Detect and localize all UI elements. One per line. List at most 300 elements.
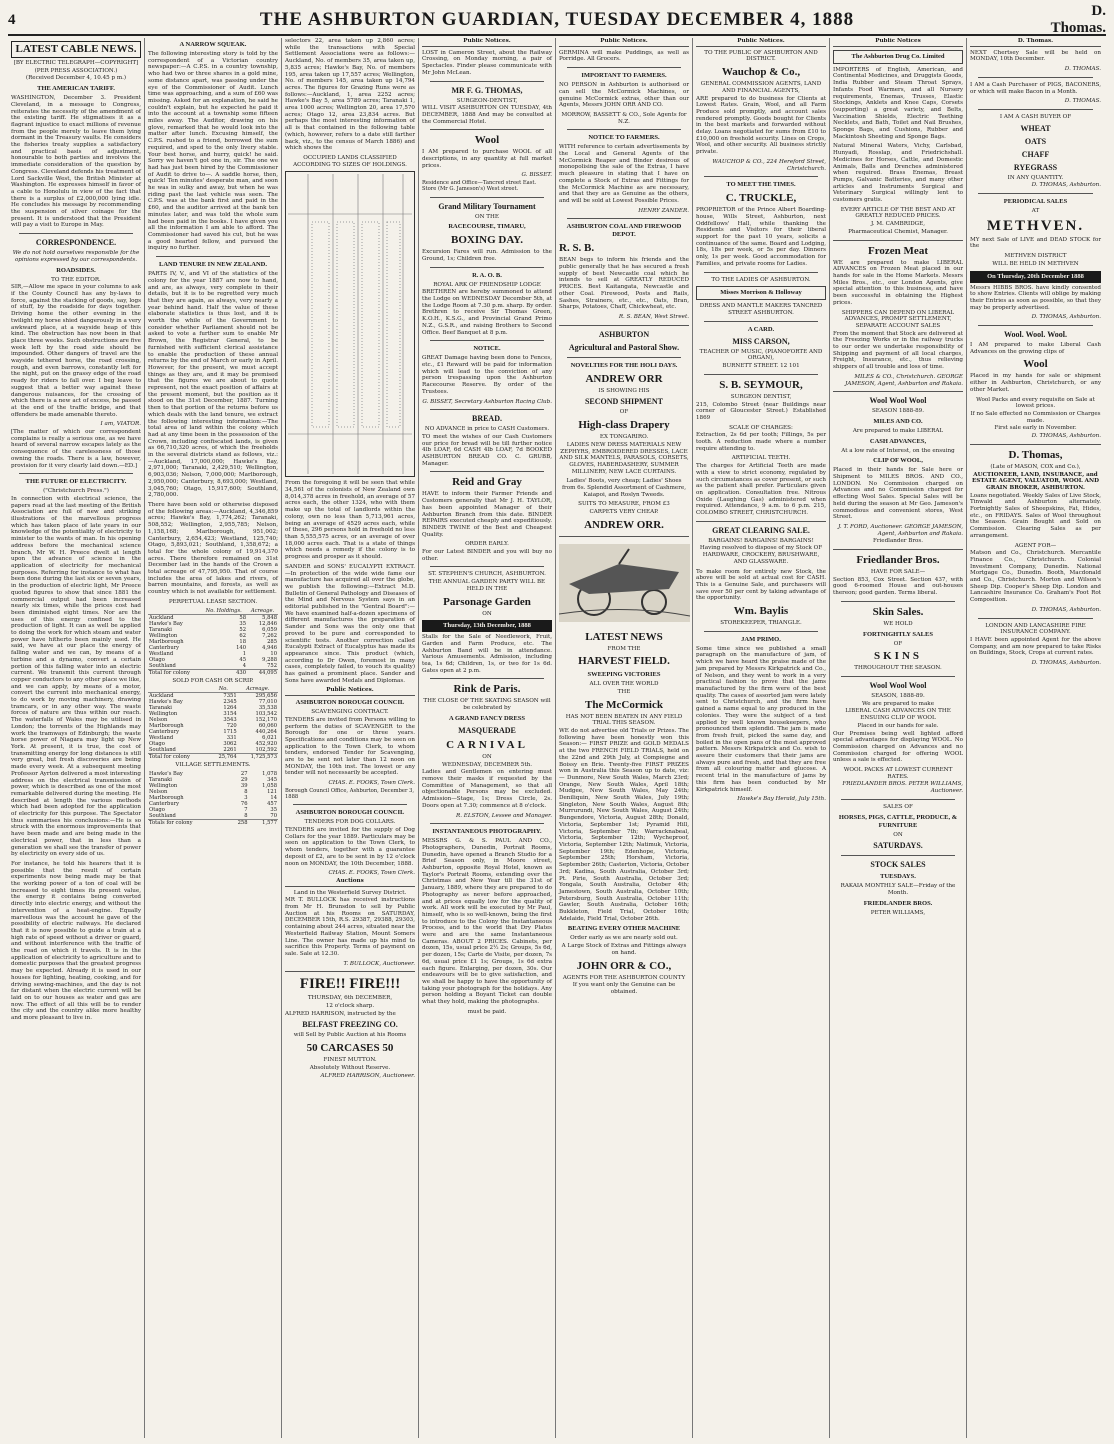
friedlander-foot: FRIEDLANDER BROS. <box>863 899 933 907</box>
skin-sales: Skin Sales. <box>872 605 924 618</box>
meet-times: TO MEET THE TIMES. <box>726 181 796 189</box>
farmers2-title: NOTICE TO FARMERS. <box>588 134 660 142</box>
on: ON <box>893 831 903 838</box>
council-sub: SCAVENGING CONTRACT. <box>311 709 389 716</box>
boxing-day: BOXING DAY. <box>451 234 523 247</box>
table-cell: Marlborough <box>149 794 184 801</box>
table-cell: Otago <box>149 806 165 813</box>
fire-body: ALFRED HARRISON, instructed by the <box>285 1010 396 1017</box>
harvest-field: HARVEST FIELD. <box>578 655 670 668</box>
placed: Placed in our hands for sale. <box>857 722 939 729</box>
table-cell: Taranaki <box>149 776 172 783</box>
table-cell: 452,920 <box>255 741 277 748</box>
rink-body: THE CLOSE OF THE SKATING SEASON will be celebrated by <box>423 698 551 712</box>
friedlander: Friedlander Bros. <box>856 554 940 567</box>
cambridge-sub: Pharmaceutical Chemist, Manager. <box>848 228 948 235</box>
parsonage-body: Stalls for the Sale of Needlework, Fruit, Garden and Farm Produce, etc. The Ashburton Band will be in attendance. Various Amusements. Admission, including tea, 1s 6d; Children, 1s, or two for 1s 6d. Gates open at 2 p.m. <box>422 634 552 674</box>
table-cell: Hawke's Bay <box>149 699 183 706</box>
electricity-title: THE FUTURE OF ELECTRICITY. <box>25 478 127 486</box>
column-5 <box>556 38 693 1438</box>
truckle-body: PROPRIETOR of the Prince Albert Boarding-house, Wills Street, Ashburton, next Oddfellows' Hall, while thanking the Residents and Visitors for their liberal support for the past 10 years, solicits a continuance of the same. Board and Lodging, 18s, 18s per week, or 5s per day. Dinners only, 1s per week. Good accommodation for Families, and private rooms for Ladies. <box>696 207 826 267</box>
signature-1: D. THOMAS. <box>1064 66 1101 73</box>
carson-sub: TEACHER OF MUSIC, (PIANOFORTE AND ORGAN), <box>699 348 823 362</box>
premises-body: Our Premises being well lighted afford special advantages for displaying WOOL. No Commission charged on Advances and no Commission charged for offering WOOL unless a sale is effected. <box>833 730 963 764</box>
tenure-body-2: There have been sold or otherwise disposed of the following areas:—Auckland, 4,346,859 acres; Hawke's Bay, 1,774,262; Taranaki, 508,552; Wellington, 2,955,785; Nelson, 1,158,168; Marlborough, 951,002; Canterbury, 2,654,423; Westland, 125,740; Otago, 5,893,021; Southland, 1,358,672; a total for the whole colony of 19,914,370 acres. There therefore remained on 31st December last in the hands of the Crown a total acreage of 47,795,950. That of course includes the area of lakes and rivers, of barren mountains, and forests, as well as country which is not available for settlement. <box>148 502 278 596</box>
ryegrass: RYEGRASS <box>1013 162 1058 172</box>
table-cell: 1,725,573 <box>250 754 277 761</box>
wauchop: Wauchop & Co., <box>721 66 801 79</box>
rakaia: RAKAIA MONTHLY SALE—Friday of the Month. <box>840 883 956 896</box>
cash-advances: CASH ADVANCES, <box>869 437 927 445</box>
roadsides-note: [The matter of which our correspondent complains is really a serious one, as we have heard of several narrow escapes lately as the consequence of the carelessness of those owning the roads. There is a law, however, provision for it very clearly laid down.—ED.] <box>11 429 141 469</box>
footer-note: If you want only the Genuine can be obtained. <box>572 982 676 995</box>
miles-signature: J. T. FORD, Auctioneer. GEORGE JAMESON, Agent, Ashburton and Rakaia. <box>838 523 963 537</box>
table-cell: Hawke's Bay <box>149 620 183 627</box>
roadsides-body: SIR,—Allow me space in your columns to ask if the County Council has any by-laws to force, against the stacking of goods, say, logs of stuff, by the roadside for days together. Driving home the other evening in the twilight my horse shied dangerously in a very awkward place, at a wayside heap of this kind. The obstruction has now been in that place three weeks. Such obstructions are five week left by the road side should be impounded. Other dangers of travel are the wayside tethered horse, the road crossing, rough, and even barrows, constantly left for the night, put on the grassy edge of the road ready for riders to fall over. I beg leave to suggest that a better way against these dangerous nuisances, for the crossing of which there is a new act of excess, be passed at the end of the traffic bridge, and that offenders be made amenable thereto. <box>11 284 141 418</box>
table-cell: 6,021 <box>262 735 277 742</box>
squeak-body: The following interesting story is told by the correspondent of a Victorian country newspaper:—A C.P.S. in a country township, who had two or three shares in a gold mine, some distance apart, was passing under the eye of the Commissioner of Audit. Lunch time was approaching, and a sum of £60 was missing. Asked for an explanation, he said he couldn't explain, but he expected he paid it into the account at a township some fifteen miles away. The Auditor, drawing on his glove, remarked that he would look into the matter after lunch. Excusing himself, the C.P.S. rushed to a friend, borrowed the sum required, and sped to the only livery stable. Your best horse, and hurry, quick! he said. Sorry we haven't got one in, sir. The one we had has just been hired by the Commissioner of Audit to drive to—. A saddle horse, then, quick! Ten minutes' desperate man, and soon he was in sulky and away, but when he was riding past the last vehicle was seen. The C.P.S. was at the bank first and paid in the £60, and the auditor arrived at the bank ten minutes later, and was told the whole sum had been paid in the books. I have given you all the information I am able to afford. The Commissioner had saved his cut, but he was a good hearted fellow, and pursued the inquiry no further. <box>148 51 278 252</box>
andrew-orr-2: ANDREW ORR. <box>584 518 664 531</box>
table-cell: 720 <box>226 723 237 730</box>
fire-title: FIRE!! FIRE!!! <box>299 976 401 993</box>
table-cell: 35 <box>270 806 277 813</box>
fire-time: 12 o'clock sharp. <box>325 1003 375 1010</box>
any-quantity: IN ANY QUANTITY. <box>1007 174 1064 181</box>
table-cell: 14 <box>270 794 277 801</box>
table-cell: Westland <box>149 650 174 657</box>
methven-district: METHVEN DISTRICT <box>1004 253 1067 260</box>
table-cell: 77,010 <box>258 699 277 706</box>
reid-body-2: For our Latest BINDER and you will buy no other. <box>422 549 552 562</box>
seymour: S. B. SEYMOUR, <box>719 378 803 391</box>
perpetual-lease-table <box>148 608 278 676</box>
farmers2-body: WITH reference to certain advertisements by the Local and General Agents of the McCormick Reaper and Binder desirous of monopolising the sale of the Extras, I have much pleasure in stating that I have on complete a Stock of Extras and Fittings for the McCormick Machine as are necessary, and that they are as Genuine as the others, and will be sold at Lowest Possible Prices. <box>559 144 689 204</box>
wool-word: Wool <box>1023 358 1048 371</box>
public-notices-header: Public Notices. <box>285 687 415 696</box>
tuesdays: TUESDAYS. <box>880 873 916 881</box>
table-cell: 4,946 <box>262 644 277 651</box>
fire-date: THURSDAY, 6th DECEMBER, <box>307 995 393 1002</box>
late: (Late of MASON, COX and Co.), <box>990 463 1081 470</box>
table-header: No. <box>209 686 238 693</box>
friedlander-signature: FRIEDLANDER BROS. PETER WILLIAMS, Auctioneer. <box>842 781 963 795</box>
miles: MILES AND CO. <box>873 417 923 425</box>
table-cell: 152,170 <box>255 717 277 724</box>
mccormick-sub: HAS NOT BEEN BEATEN IN ANY FIELD TRIAL THIS SEASON. <box>565 713 683 727</box>
table-header: Acreage. <box>238 686 278 693</box>
drug-title: The Ashburton Drug Co. Limited <box>833 50 963 64</box>
lost-body: LOST in Cameron Street, about the Railway Crossing, on Monday morning, a pair of Spectacles. Finder please communicate with Mr John McLean. <box>422 49 552 76</box>
table-cell: Wellington <box>149 632 178 639</box>
harvester-illustration <box>559 544 690 622</box>
stock-note: A Large Stock of Extras and Fittings always on hand. <box>561 943 687 956</box>
table-cell: 345 <box>267 776 277 783</box>
loans: Loans negotiated. Weekly Sales of Live Stock, Tinwald and Ashburton alternately. Fortnightly Sales of Sheepskins, Fat, Hides, etc., on FRIDAYS. Sales of Wool throughout the Season. Grain Bought and Sold on Commission. Clearing Sales as per arrangement. <box>970 492 1101 539</box>
prepared: We are prepared to make <box>861 700 935 707</box>
the: THE <box>617 688 631 695</box>
at: AT <box>1031 208 1040 215</box>
tournament-body: Excursion Fares will run. Admission to the Ground, 1s; Children free. <box>422 249 552 262</box>
lodge-body: BRETHREN are hereby summoned to attend the Lodge on WEDNESDAY December 5th, at the Lodge Room at 7.30 p.m. sharp. By order. Brethren to receive Sir Thomas Green, K.O.H., K.S.G., and Provincial Grand Primo N.Z., G.S.R., and raising Brothers to Second Office. Beef Banquet at 8 p.m. <box>422 289 552 336</box>
column-2 <box>145 38 282 1438</box>
sander-body: SANDER and SONS' EUCALYPTI EXTRACT.—In protection of the wide wide fame our manufacture has acquired all over the globe, we publish the following:—Extract M.D. Bulletin of General Pathology and Diseases of the Mind and Nervous System says in an editorial published in the "Gentral Board":—We have examined half-a-dozen specimens of different manufactures the preparation of Sander and Sons was the only one that proved to be pure and corresponded to scientific tests. Another correction called Eucalypti Extract of Eucalyptus has made its appearance since. This product (which, according to Dr Owen, foremost in many cases, completely failed, to vouch its quality) has gained a prominent place. Sander and Sons have awarded Medals and Diplomas. <box>285 563 415 684</box>
miles-sub: Are prepared to make LIBERAL <box>852 427 944 434</box>
cash-buyer: I AM A CASH BUYER OF <box>999 113 1072 120</box>
seymour-sub: SURGEON DENTIST, <box>730 393 792 400</box>
table-cell: 25,764 <box>218 754 237 761</box>
thomas-sub: SURGEON-DENTIST, <box>456 97 518 104</box>
frozen-body-2: From the moment that Stock are delivered at the Freezing Works or in the railway trucks to our order we undertake responsibility of Shipping and payment of all local charges, Freight, Insurance, etc., thus relieving shippers of all trouble and loss of time. <box>833 330 963 371</box>
notice-signature: G. BISSET, Secretary Ashburton Racing Club. <box>422 398 552 405</box>
table-cell: 140 <box>236 644 247 651</box>
table-row <box>148 819 278 826</box>
wool-title: Wool <box>474 134 500 147</box>
tenure-title: LAND TENURE IN NEW ZEALAND. <box>159 261 267 269</box>
frozen-title: Frozen Meat <box>868 244 928 257</box>
table-cell: Southland <box>149 812 176 819</box>
table-cell: 62 <box>239 632 247 639</box>
table-cell: 9,288 <box>262 656 277 663</box>
correspondence-disclaimer: We do not hold ourselves responsible for the opinions expressed by our correspondents. <box>12 250 140 263</box>
london-body: I HAVE been appointed Agent for the above Company, and am now prepared to take Risks on Buildings, Stock, Crops at current rates. <box>970 636 1101 657</box>
every-article: EVERY ARTICLE OF THE BEST AND AT GREATLY REDUCED PRICES. <box>840 206 956 220</box>
bread-title: BREAD. <box>471 414 502 424</box>
table-cell: Auckland <box>149 693 174 700</box>
signature-6: D. THOMAS, Ashburton. <box>1031 606 1101 613</box>
table-cell: 430 <box>236 669 247 676</box>
sweeping: SWEEPING VICTORIES <box>587 671 661 679</box>
table-cell: Wellington <box>149 711 178 718</box>
auctioneer: AUCTIONEER, LAND, INSURANCE, and ESTATE AGENT, VALUATOR, WOOL AND GRAIN BROKER, ASHBURTON. <box>972 471 1099 491</box>
rink-title: Rink de Paris. <box>453 683 521 696</box>
morrow: MORROW, BASSETT & CO., Sole Agents for N.Z. <box>561 111 687 125</box>
methven-body-2: Messrs HIBBS BROS. have kindly consented to show Entries. Clients will oblige by making their Entries as soon as possible, so that they may be properly advertised. <box>970 284 1101 311</box>
mccormick: The McCormick <box>585 698 663 711</box>
bargains: BARGAINS! BARGAINS! BARGAINS! <box>708 537 814 544</box>
order-early: Order early as we are nearly sold out. <box>570 935 678 942</box>
column-4 <box>419 38 556 1438</box>
scale-body: Extraction, 2s 6d per tooth; Fillings, 5s per tooth. A reduction made where a number require attending to. <box>696 432 826 452</box>
friedlander-body: Section 853, Cox Street. Section 437, with good 6-roomed House and out-houses thereon; good garden. Terms liberal. <box>833 576 963 597</box>
table-cell: 7351 <box>223 693 237 700</box>
we-hold: WE HOLD <box>883 620 913 627</box>
electricity-body-2: For instance, he told his hearers that it is possible that the result of certain experiments now being made may be that the working power of a ton of coal will be increased to eight times its present value, the energy it contains being converted directly into electric energy, and without the intervention of a heat-engine. Equally marvellous was the account he gave of the possibility of electric railways. He declared that it is now possible to guide a train at a high rate of speed without a driver or guard, and without interference with the traffic of the road on which it travels. It is in the application of electricity to agriculture and to domestic purposes that the greatest progress may be expected. Already it is used in our houses for lighting, heating, cooking, and for driving sewing-machines, and the day is not far distant when the electric current will be laid on to our houses as water and gas are now. The effect of all this will be to render the city and the country alike more healthy and more pleasant to live in. <box>11 860 141 1022</box>
wauchop-signature: WAUCHOP & CO., 224 Hereford Street, Christchurch. <box>712 158 826 172</box>
coal-title: ASHBURTON COAL AND FIREWOOD DEPOT. <box>566 223 682 239</box>
farmers-body: NO PERSON in Ashburton is authorised or can sell the McCormick Machines, or genuine McCormick extras, other than our Agents, Messrs JOHN ORR AND CO. <box>559 82 689 109</box>
table-cell: 1 <box>242 650 247 657</box>
thomas-header: D. Thomas. <box>970 38 1101 47</box>
wheat: WHEAT <box>1020 123 1051 133</box>
photo-body: MESSRS G. & S. PAUL AND CO., Photographers, Dunedin, Portrait Rooms, Dunedin, have opened a Branch Studio for a Brief Season only, in Moore street, Ashburton, opposite Royal Hotel, known as Taylor's Portrait Rooms, extending over the Christmas and New Year till the 31st of January, 1889, where they are prepared to do Photography as never before approached, and at prices equally low for the quality of work. All work will be executed by Mr Paul, himself, who is so well-known, being the first to introduce to the Colony the Instantaneous Process, and to the world that Dry Plates were and are the same Instantaneous Cameras. ABOUT 2 PRICES. Cabinets, per dozen, 15s, usual price 2½ 2s; Groups, 5s 6d, per dozen, 15s; Carte de Visite, per dozen, 7s 6d, usual price £1 1s; Groups, 1s 6d extra each figure. Enlarging, per dozen, 30s. Our endeavours will be to give satisfaction, and we shall be happy to have the opportunity of taking your photograph for the holidays. Any person holding a Boyant Ticket can double what they hold, making the photographs. <box>422 838 552 1006</box>
photo-title: INSTANTANEOUS PHOTOGRAPHY. <box>432 828 542 836</box>
masquerade: MASQUERADE <box>458 725 516 735</box>
saturdays: SATURDAYS. <box>873 841 923 851</box>
wool-wool-wool-2: Wool Wool Wool <box>869 681 927 690</box>
table-header: Acreage. <box>247 608 278 615</box>
latest-news: LATEST NEWS <box>585 630 663 643</box>
table-row <box>148 669 278 676</box>
masthead <box>8 3 1106 36</box>
sold-table <box>148 686 278 760</box>
occupied-lands-title: OCCUPIED LANDS CLASSIFIED ACCORDING TO SIZES OF HOLDINGS. <box>293 154 407 168</box>
chaff: CHAFF <box>1021 149 1050 159</box>
council-date: Borough Council Office, Ashburton, December 3, 1888 <box>285 787 415 801</box>
table-cell: Taranaki <box>149 705 172 712</box>
carnival-date: WEDNESDAY, DECEMBER 5th. <box>442 761 532 768</box>
london: LONDON AND LANCASHIRE FIRE INSURANCE COMPANY. <box>985 622 1086 636</box>
table-cell: 76 <box>240 800 248 807</box>
clearing-body: Having resolved to dispose of my Stock OF HARDWARE, CROCKERY, BRUSHWARE, AND GLASSWARE. <box>699 545 823 565</box>
public-notices-header: Public Notices. <box>422 38 552 47</box>
column-8 <box>967 38 1104 1438</box>
wool-wool: Wool. Wool. Wool. <box>1003 330 1068 340</box>
seymour-body: 215, Colombo Street (near Buildings near corner of Gloucester Street.) Established 1869 <box>696 401 826 421</box>
table-cell: 1264 <box>223 705 237 712</box>
table-cell: Otago <box>149 656 165 663</box>
table-cell: 35,538 <box>258 705 277 712</box>
no-sale: If no Sale effected no Commission or Charges made. <box>970 410 1101 424</box>
table-cell: 4 <box>242 662 247 669</box>
novelties: NOVELTIES FOR THE HOLI DAYS. <box>570 361 678 369</box>
artificial-title: ARTIFICIAL TEETH. <box>731 455 791 462</box>
table-cell: Total for colony <box>149 754 190 761</box>
table-cell: 18 <box>239 638 247 645</box>
selectors-body: selectors 22, area taken up 2,860 acres; while the transactions with Special Settlement Associations were as follows:—Auckland, No. of members 35, area taken up, 5,835 acres; Hawke's Bay, No. of members 195, area taken up 17,557 acres; Wellington, No. of members 145, area taken up 14,794 acres. The figures for Grazing Runs were as follows:—Auckland, 1, area 2252 acres; Hawke's Bay 5, area 5789 acres; Taranaki 1, area 1000 acres; Wellington 20, area 17,570 acres; Otago 12, area 23,834 acres. But perhaps the most interesting information of all is that contained in the following table (which, however, refers to a date still farther back, viz., to the census of March 1886) and which shows the <box>285 38 415 152</box>
table-cell: 752 <box>267 662 277 669</box>
table-cell: Marlborough <box>149 638 184 645</box>
farmers-title: IMPORTANT TO FARMERS. <box>581 72 667 80</box>
tongariro: EX TONGARIRO. <box>599 434 649 441</box>
wool-packs: WOOL PACKS AT LOWEST CURRENT RATES. <box>843 767 953 780</box>
carson: MISS CARSON, <box>732 336 790 346</box>
table-cell: 2261 <box>223 747 237 754</box>
clip-of-wool: CLIP OF WOOL, <box>873 457 923 465</box>
dog-signature: CHAS. E. FOOKS, Town Clerk. <box>328 870 415 877</box>
table-row <box>148 754 278 761</box>
table-cell: 258 <box>237 819 248 826</box>
public-notices-header: Public Notices <box>833 38 963 47</box>
jam-title: JAM PRIMO. <box>741 635 781 643</box>
miles-body: At a low rate of Interest, on the ensuing <box>841 447 955 454</box>
germina-body: GERMINA will make Puddings, as well as Porridge. All Grocers. <box>559 49 689 63</box>
table-cell: 1715 <box>223 729 237 736</box>
wauchop-sub: GENERAL COMMISSION AGENTS, LAND AND FINANCIAL AGENTS, <box>700 81 822 94</box>
table-cell: 35 <box>239 620 247 627</box>
signature-7: D. THOMAS, Ashburton. <box>1031 660 1101 667</box>
column-7 <box>830 38 967 1438</box>
page-number: 4 <box>8 11 16 28</box>
artificial-body: The charges for Artificial Teeth are made with a view to strict economy, regulated by such circumstances as cover present, or such as the patient shall prefer. Particulars given on application. Consultation free. Nitrous Oxide (Laughing Gas) administered when required. Attendance, 9 a.m. to 6 p.m. 215, COLOMBO STREET, CHRISTCHURCH. <box>696 463 826 517</box>
table-cell: 295,656 <box>255 693 277 700</box>
belfast-name: BELFAST FREEZING CO. <box>302 1020 398 1030</box>
parsonage-title: Parsonage Garden <box>443 595 531 608</box>
table-cell: 440,264 <box>255 729 277 736</box>
table-cell: 44,095 <box>258 669 277 676</box>
drug-body: IMPORTERS of English, American, and Continental Medicines, and Druggists Goods, India Rubber and Steam Throat Sprays, Infants Food Warmers, and all Nursery requirements, Enemas, Trusses, Elastic Stockings, Anklets and Knee Caps, Corsets (supporting) a great variety, and Belts, Vaccination Shields, Electric Teething Necklets, and Bath, Toilet and Nail Brushes, Sponge Bags, and Cushions, Rubber and Mackintosh Sheeting and Sponge Bags. <box>833 66 963 140</box>
table-cell: 7 <box>244 806 248 813</box>
church-body: THE ANNUAL GARDEN PARTY WILL BE HELD IN THE <box>428 579 546 592</box>
table-cell: Totals for colony <box>149 819 193 826</box>
table-cell: Nelson <box>149 717 168 724</box>
village-title: VILLAGE SETTLEMENTS. <box>175 762 251 769</box>
farmers2-signature: HENRY ZANDER. <box>638 207 689 214</box>
table-cell: 3 <box>244 794 248 801</box>
agent-body: Matson and Co., Christchurch. Mercantile Finance Co., Christchurch. Colonial Investment Company, Dunedin. National Mortgage Co., Dunedin. Booth, Macdonald and Co., Christchurch. Morton and Wilson's Sheep Dip. Cooper's Sheep Dip. London and Lancashire Insurance Co. Graham's Foot Rot Composition. <box>970 550 1101 604</box>
public-notices-header: Public Notices. <box>559 38 689 47</box>
wool-wool-wool: Wool Wool Wool <box>869 396 927 406</box>
table-header: No. Holdings. <box>200 608 247 615</box>
carson-address: BURNETT STREET. 12 101 <box>722 363 800 370</box>
carcases: 50 CARCASES 50 <box>306 1042 394 1055</box>
table-cell: 121 <box>267 788 277 795</box>
parsonage-date: Thursday, 13th December, 1888 <box>422 620 552 632</box>
table-cell: Taranaki <box>149 626 172 633</box>
reid-body: HAVE to inform their Farmer Friends and Customers generally that Mr J. H. TAYLOR, has been appointed Manager of their Ashburton Branch from this date. BINDER REPAIRS executed cheaply and expeditiously. BINDER TWINE of the Best and Cheapest Quality. <box>422 491 552 538</box>
horses: HORSES, PIGS, CATTLE, PRODUCE, & FURNITURE <box>838 813 958 829</box>
table-cell: 457 <box>267 800 277 807</box>
agent-for: AGENT FOR— <box>1014 542 1057 549</box>
jam-signature: Hawke's Bay Herald, July 15th. <box>737 796 826 803</box>
dog-body: TENDERS are invited for the supply of Dog Collars for the year 1889. Particulars may be seen on application to the Town Clerk, to whom tenders, together with a guarantee deposit of £2, are to be sent in by 12 o'clock noon on MONDAY, the 10th December, 1888. <box>285 827 415 867</box>
table-cell: Westland <box>149 735 174 742</box>
peter-williams: PETER WILLIAMS, <box>870 909 926 916</box>
westerfield-title: Land in the Westerfield Survey District. <box>293 889 407 896</box>
notice-body: GREAT Damage having been done to Fences, etc., £1 Reward will be paid for information which will lead to the conviction of any person trespassing upon the Ashburton Racecourse Reserve. By order of the Trustees. <box>422 355 552 395</box>
oats: OATS <box>1024 136 1047 146</box>
sold-title: SOLD FOR CASH OR SCRIP. <box>172 677 254 684</box>
jam-body: Some time since we published a small paragraph on the manufacture of jam, of which we have heard the praise made of the jam prepared by Messrs Kirkpatrick and Co., of Nelson, and they went to work in a very practical fashion to prove that the jams manufactured by the firm were of the best quality. The cases of assorted jam were lately sent to Christchurch, and the firm have gained a name equal to any produced in the colonies. They were the subject of a test applied by well known housekeepers, who pronounced them splendid. The jam is made from fresh fruit, picked the same day, and boiled in the open pans of the most approved pattern. Messrs Kirkpatrick and Co. wish to assure their customers that their jams are always pure and fresh, and that they are free from all colouring matter and glucose. A recent trial in the manufacture of jams by this firm has been conducted by Mr Kirkpatrick himself. <box>696 645 826 793</box>
table-cell: Auckland <box>149 614 174 621</box>
skins: SKINS <box>873 650 923 663</box>
signature-5: D. THOMAS, Ashburton. <box>1031 433 1101 440</box>
methven-body: MY next Sale of LIVE and DEAD STOCK for the <box>970 236 1101 250</box>
table-cell: Canterbury <box>149 800 180 807</box>
miles-body-2: Placed in their hands for Sale here or Shipment to MILES BROS. AND CO., LONDON. No Commission charged on Advances and no Commission charged for effecting Wool Sales. Special Sales will be held during the season at Mr Geo. Jameson's commodious and convenient stores, West Street. <box>833 467 963 521</box>
wool-address: Residence and Office—Tancred street East. Store (Mr G. Jameson's) West street. <box>422 180 537 193</box>
parsonage-on: ON <box>482 610 492 617</box>
roadsides-signature: I am, VIATOR. <box>100 421 141 428</box>
agents: AGENTS FOR THE ASHBURTON COUNTY <box>562 974 686 981</box>
first-sale: First sale early in November. <box>994 425 1077 432</box>
table-cell: 285 <box>267 638 277 645</box>
correspondence-title: CORRESPONDENCE. <box>35 238 117 248</box>
friedlander-small: Friedlander Bros. <box>872 538 924 545</box>
auctions-header: Auctions <box>285 878 415 887</box>
table-cell: 27 <box>240 770 248 777</box>
truckle: C. TRUCKLE, <box>725 192 797 205</box>
reid-title: Reid and Gray <box>452 476 522 489</box>
all-over: ALL OVER THE WORLD <box>589 681 659 688</box>
sales-of: SALES OF <box>883 803 913 810</box>
mccormick-body: WE do not advertise old Trials or Prizes. The following have been honestly won this Season:— FIRST PRIZE and GOLD MEDALS at the two FRENCH FIELD TRIALS, held on the 22nd and 29th July, at Compiegne and Boissy en Brie. Twenty-five FIRST PRIZES won in Australia this Season up to date, viz:— Dunmore, New South Wales, March 23rd; Orange, New South Wales, April 18th; Mudgee, New South Wales, May 24th; Deniliquin, New South Wales, July 19th; Singleton, New South Wales, August 8th; Murrurundi, New South Wales, August 24th; Bungendore, Victoria, August 28th; Donald, Victoria, September 1st; Pyramid Hill, Victoria, September 7th; Warracknabeal, Victoria, September 12th; Wycheproof, Victoria, September 12th; Natimuk, Victoria, September 19th; Edenhope, Victoria, September 25th; Horsham, Victoria, September 26th; Casterton, Victoria, October 3rd; Kadina, South Australia, October 3rd; Pt. Pirie, South Australia, October 3rd; Yongala, South Australia, October 4th; Jamestown, South Australia, October 10th; Petersburg, South Australia, October 11th; Gawler, South Australia, October 16th; Bukkleton, Field Trial, October 16th; Adelaide, Field Trial, October 26th. <box>559 728 689 922</box>
season: SEASON 1888-89. <box>871 408 925 415</box>
throughout: THROUGHOUT THE SEASON. <box>854 665 942 672</box>
fire-signature: ALFRED HARRISON, Auctioneer. <box>320 1072 415 1079</box>
wool-signature: G. BISSET. <box>521 172 552 179</box>
columns <box>8 38 1106 1438</box>
after-table-body: From the foregoing it will be seen that while 34,561 of the colonists of New Zealand own 8,014,378 acres in freehold, an average of 57 acres each, the other 1324, who with them make up the total of landlords within the colony, own no less than 5,713,961 acres, being an average of 4529 acres each, while of these, 296 persons hold in freehold no less than 5,555,575 acres, or an average of over 18,000 acres each. That is a state of things which needs a remedy if the colony is to progress and prosper as it should. <box>285 480 415 561</box>
table-cell: 70 <box>270 812 277 819</box>
column-1 <box>8 38 145 1438</box>
council-body: TENDERS are invited from Persons willing to perform the duties of SCAVENGER to the Borough for one or three years. Specifications and conditions may be seen on application to the Town Clerk, to whom tenders, endorsed Tender for Scavenging, are to be sent not later than 12 noon on MONDAY, the 10th inst. The lowest or any tender will not necessarily be accepted. <box>285 716 415 777</box>
village-table <box>148 771 278 826</box>
table-cell: 60,060 <box>258 723 277 730</box>
cable-headline: THE AMERICAN TARIFF. <box>37 85 115 93</box>
bread-body: TO meet the wishes of our Cash Customers our price for bread will be till further notice 4lb LOAF, 6d CASH 4lb LOAF, 7d BOOKED ASHBURTON BREAD CO. C. GRUBB, Manager. <box>422 433 552 467</box>
of-skins: OF <box>893 640 903 647</box>
coal-body: BEAN begs to inform his friends and the public generally that he has secured a fresh supply of best Newcastle coal which he intends to sell at GREATLY REDUCED PRICES. Best Kaitangata, Newcastle and other Coal. Firewood, Posts and Rails, Sashes, Strainers, etc., etc., Oats, Bran, Sharps, Potatoes, Chaff, Chickwheat, etc. <box>559 257 689 311</box>
table-cell: 12,846 <box>258 620 277 627</box>
photo-foot: must be paid. <box>467 1008 507 1015</box>
table-cell: Southland <box>149 747 176 754</box>
baylis-sub: STOREKEEPER, TRIANGLE. <box>720 620 802 627</box>
wool-packs: Wool Packs and every requisite on Sale at lowest prices. <box>976 396 1095 410</box>
liberal: LIBERAL CASH ADVANCES ON THE ENSUING CLIP OF WOOL <box>845 708 951 722</box>
stock-sales: STOCK SALES <box>870 860 926 870</box>
morrison-sub: DRESS AND MANTLE MAKERS TANCRED STREET ASHBURTON. <box>699 303 823 316</box>
signature-3: D. THOMAS, Ashburton. <box>1031 182 1101 189</box>
table-cell: 10 <box>270 650 277 657</box>
have-sale: HAVE FOR SALE— <box>870 569 926 576</box>
table-cell: 1,078 <box>262 770 277 777</box>
notice-title: NOTICE. <box>473 345 501 353</box>
electricity-body: In connection with electrical science, the papers read at the last meeting of the British Association are full of new and striking illustrations of the marvellous progress which has taken place of late years in our knowledge of the potentiality of electricity to minister to the wants of man. In his opening address before the mechanical science branch, Mr W. H. Preece dwelt at length upon the advance of science in the application of electricity for mechanical purposes. Referring for instance to what has been done during the last six or seven years, in the production of electric light, Mr Preece quoted figures to show that since 1881 the commercial output had been increased nearly six times, while the prices cost had been diminished eight times. Nor are the uses of this energy confined to the production of light. It can as well be applied to doing the work for which steam and water power have hitherto been mainly used. He said, we have at our place the energy of falling water and we can, by means of a turbine and a dynamo, convert a certain portion of this falling water into an electric current. We transmit this current through copper conductors to any other place we like, and we can apply, by means of a motor, convert the current into mechanical energy, to do work by moving machinery, drawing tramcars, or in any other way. The waste forces of nature are thus within our reach. The waterfalls of Wales may be utilised in London; the torrents of the Highlands may work the tramways of Edinburgh; the waste horse power of Niagara may light up New York. At present, it is true, the cost of transmitting energy for long distances is still very great, but fresh discoveries are being made every week. At a subsequent meeting Professor Ayrton delivered a most interesting address on the electrical transmission of power, which is described as one of the most remarkable delivered during the meeting. He described at length the various methods which had been adopted for the application of electricity for this purpose. The Spectator thus summarises his conclusions:—He is so struck with the enormous improvements that have been made and are being made in the electrical power, that in less than a generation we shall see the transfer of power by electricity on every side of us. <box>11 495 141 858</box>
andrew-orr-1: ANDREW ORR <box>585 372 663 385</box>
second-shipment: SECOND SHIPMENT <box>584 397 663 407</box>
scale-title: SCALE OF CHARGES: <box>729 424 793 431</box>
clearing-title: GREAT CLEARING SALE. <box>712 525 810 535</box>
pigs-body: I AM a Cash Purchaser of PIGS, BACONERS, or which will make Bacon in a Month. <box>970 81 1101 95</box>
electricity-source: ("Christchurch Press.") <box>43 488 109 495</box>
drapery: High-class Drapery <box>578 419 670 432</box>
reid-order: ORDER EARLY. <box>465 541 509 548</box>
baylis: Wm. Baylis <box>733 605 789 618</box>
wool-body-2: Placed in my hands for sale or shipment either in Ashburton, Christchurch, or any other Market. <box>970 373 1101 393</box>
held-at: WILL BE HELD IN METHVEN <box>992 260 1079 267</box>
methven: METHVEN. <box>986 217 1085 234</box>
public-notices-header: Public Notices. <box>696 38 826 47</box>
table-cell: 8 <box>244 812 248 819</box>
wauchop-body: ARE prepared to do business for Clients at Lowest Rates. Grain, Wool, and all Farm Produce sold promptly, and account sales rendered promptly. Goods bought for Clients in the best markets and forwarded without delay. Loans negotiated for sums from £10 to £10,000 on freehold security. Lines on Crops, Wool, and other security. All business strictly private. <box>696 95 826 156</box>
table-cell: 5,848 <box>262 614 277 621</box>
card: A CARD. <box>747 325 775 333</box>
frozen-signature: MILES & CO., Christchurch. GEORGE JAMESON, Agent, Ashburton and Rakaia. <box>845 373 963 387</box>
council-signature: CHAS. E. FOOKS, Town Clerk. <box>328 780 415 787</box>
carnival-on: ON <box>482 753 492 760</box>
table-cell: Hawke's Bay <box>149 770 183 777</box>
roadsides-title: ROADSIDES. <box>56 266 96 274</box>
table-cell: 52 <box>239 626 247 633</box>
carnival-signature: R. ELSTON, Lessee and Manager. <box>456 812 552 819</box>
westerfield-body: MR T. BULLOCK has received instructions from Mr H. Brunsdon to sell by Public Auction at his Rooms on SATURDAY, DECEMBER 15th, R.S. 29387, 29388, 29303, containing about 244 acres, situated near the Westerfield Railway Station, Mount Somers Line. The owner has made up his mind to sacrifice this Property. Terms of payment on sale. Sale at 12.30. <box>285 897 415 957</box>
carnival-body: Ladies and Gentlemen on entering must remove their masks if requested by the Committee of Management, so that all objectionable Persons may be excluded. Admission—Stage, 1s; Dress Circle, 2s. Doors open at 7.30; commence at 8 o'clock. <box>422 769 552 809</box>
cable-body: WASHINGTON, December 3. President Cleveland, in a message to Congress, reiterates the necessity of the amendment of the existing tariff. He stigmatises it as a flagrant injustice to exact millions of revenue from the people merely to leave them lying dormant in the Treasury vaults. He considers the fisheries treaty supplies a satisfactory and practical basis of adjustment, honourable to both parties and involves the immediate consideration of the question by Congress. Cleveland defends his treatment of Lord Sackville West, the British Minister at Washington. He expresses himself in favor of a cable to Honolulu in view of the fact that there is a surplus of £2,000,000 lying idle. He concludes his message by recommending the suspension of silver coinage for the present. It is understood that the President will pay a visit to Europe in May. <box>11 95 141 229</box>
grand-fancy: A GRAND FANCY DRESS <box>448 714 526 722</box>
perpetual-lease-title: PERPETUAL LEASE SECTION. <box>168 598 258 605</box>
on-thursday: On Thursday, 20th December 1888 <box>970 271 1101 283</box>
coal-signature: R. S. BEAN, West Street. <box>618 313 689 320</box>
church-title: ST. STEPHEN'S CHURCH, ASHBURTON. <box>428 571 546 578</box>
masthead-right: D. Thomas. <box>1050 3 1106 36</box>
cable-dateline: (Received December 4, 10.45 p m.) <box>25 75 127 82</box>
westerfield-signature: T. BULLOCK, Auctioneer. <box>343 960 415 967</box>
dog-title: ASHBURTON BOROUGH COUNCIL <box>295 809 405 817</box>
bread-sub: NO ADVANCE in price to CASH Customers. <box>424 426 550 433</box>
table-cell: 3154 <box>223 711 237 718</box>
lodge-title: ROYAL ARK OF FRIENDSHIP LODGE <box>433 281 541 288</box>
roadsides-to: TO THE EDITOR. <box>51 276 101 283</box>
